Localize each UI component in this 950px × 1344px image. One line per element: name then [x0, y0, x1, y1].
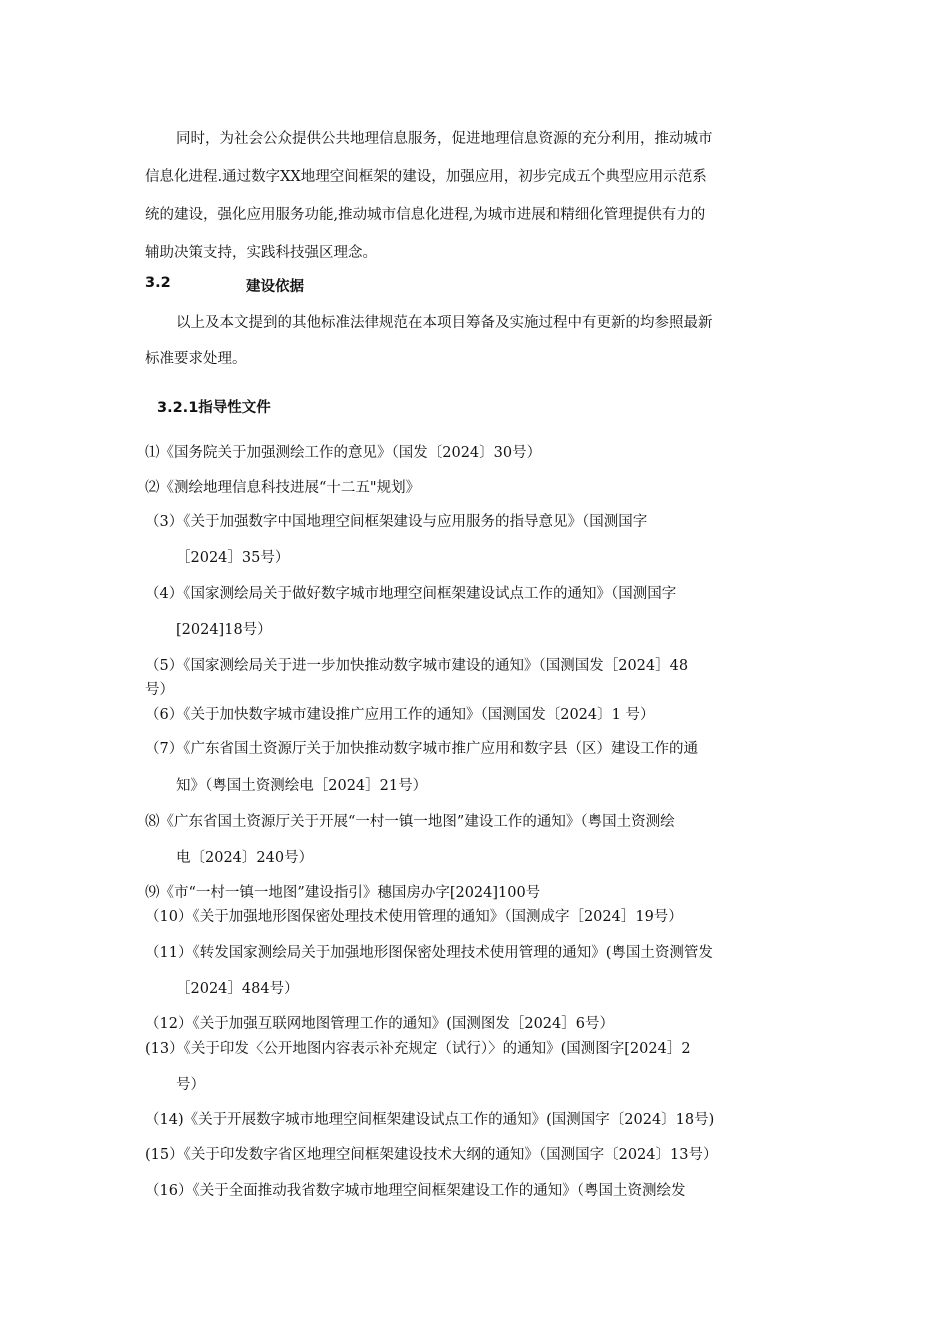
reference-2: ⑵《测绘地理信息科技进展“十二五"规划》 — [145, 480, 421, 496]
reference-11-continued: ［2024］484号） — [176, 981, 299, 997]
reference-8: ⑻《广东省国土资源厅关于开展“一村一镇一地图”建设工作的通知》（粤国土资测绘 — [145, 814, 675, 830]
reference-4-continued: [2024]18号） — [176, 622, 272, 638]
intro-line-3: 统的建设，强化应用服务功能,推动城市信息化进程,为城市进展和精细化管理提供有力的 — [145, 207, 706, 223]
reference-4: （4）《国家测绘局关于做好数字城市地理空间框架建设试点工作的通知》（国测国字 — [145, 586, 677, 602]
intro-line-4: 辅助决策支持，实践科技强区理念。 — [145, 245, 377, 261]
intro-line-1: 同时，为社会公众提供公共地理信息服务，促进地理信息资源的充分利用，推动城市 — [176, 131, 713, 147]
intro-line-2: 信息化进程.通过数字XX地理空间框架的建设，加强应用，初步完成五个典型应用示范系 — [145, 169, 707, 185]
reference-13: (13）《关于印发〈公开地图内容表示补充规定（试行）〉的通知》(国测图字[2024］2 — [145, 1041, 691, 1057]
reference-7: （7）《广东省国土资源厅关于加快推动数字城市推广应用和数字县（区）建设工作的通 — [145, 741, 698, 757]
reference-13-continued: 号） — [176, 1077, 205, 1093]
section-number: 3.2 — [145, 275, 171, 291]
reference-5-continued: 号） — [145, 682, 174, 698]
reference-3: （3）《关于加强数字中国地理空间框架建设与应用服务的指导意见》（国测国字 — [145, 514, 648, 530]
reference-11: （11）《转发国家测绘局关于加强地形图保密处理技术使用管理的通知》(粤国土资测管发 — [145, 945, 713, 961]
reference-7-continued: 知》（粤国土资测绘电［2024］21号） — [176, 778, 428, 794]
reference-8-continued: 电〔2024〕240号） — [176, 850, 314, 866]
section-paragraph-line-2: 标准要求处理。 — [145, 351, 247, 367]
reference-6: （6）《关于加快数字城市建设推广应用工作的通知》（国测国发〔2024〕1 号） — [145, 707, 655, 723]
reference-9: ⑼《市“一村一镇一地图”建设指引》穗国房办字[2024]100号 — [145, 885, 541, 901]
reference-12: （12）《关于加强互联网地图管理工作的通知》(国测图发［2024］6号） — [145, 1016, 614, 1032]
reference-16: （16）《关于全面推动我省数字城市地理空间框架建设工作的通知》（粤国土资测绘发 — [145, 1183, 686, 1199]
section-paragraph-line-1: 以上及本文提到的其他标准法律规范在本项目筹备及实施过程中有更新的均参照最新 — [176, 315, 713, 331]
section-title: 建设依据 — [246, 279, 304, 295]
subsection-title: 3.2.1指导性文件 — [157, 400, 271, 416]
reference-15: (15）《关于印发数字省区地理空间框架建设技术大纲的通知》（国测国字〔2024〕13号） — [145, 1147, 718, 1163]
reference-5: （5）《国家测绘局关于进一步加快推动数字城市建设的通知》（国测国发［2024］48 — [145, 658, 689, 674]
reference-1: ⑴《国务院关于加强测绘工作的意见》（国发〔2024〕30号） — [145, 445, 542, 461]
reference-10: （10）《关于加强地形图保密处理技术使用管理的通知》（国测成字［2024］19号） — [145, 909, 683, 925]
reference-3-continued: ［2024］35号） — [176, 550, 290, 566]
reference-14: （14)《关于开展数字城市地理空间框架建设试点工作的通知》(国测国字〔2024〕18号) — [145, 1112, 715, 1128]
